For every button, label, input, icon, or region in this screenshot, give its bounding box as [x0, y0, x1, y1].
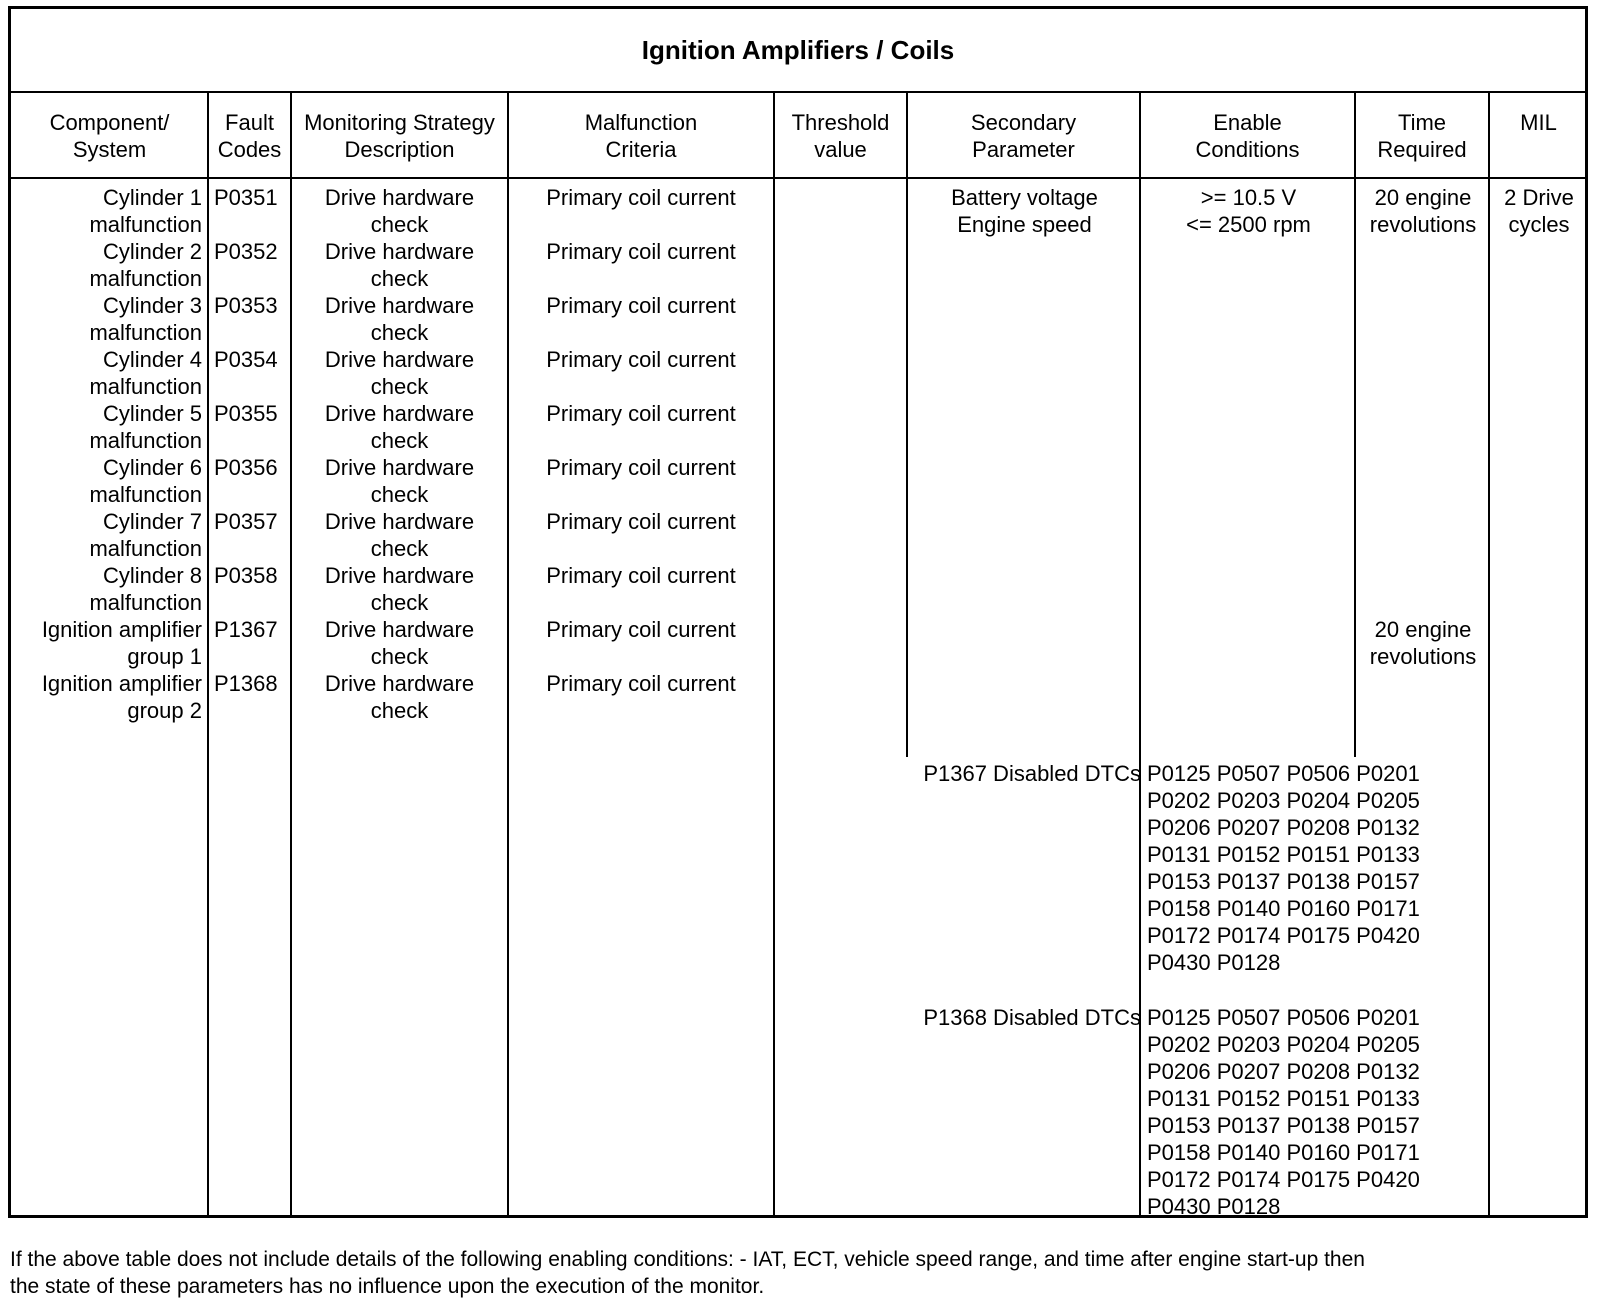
- column-header: Time Required: [1377, 110, 1467, 162]
- component-cell: Ignition amplifier group 1: [41, 617, 202, 669]
- mil-value: 2 Drive cycles: [1504, 185, 1574, 237]
- disabled-dtcs-label-p1368: P1368 Disabled DTCs: [923, 1005, 1141, 1030]
- criteria-cell: Primary coil current: [546, 455, 736, 480]
- ignition-table: [8, 6, 1588, 1218]
- column-divider: [507, 91, 509, 1217]
- component-cell: Cylinder 7 malfunction: [89, 509, 202, 561]
- column-header: Component/ System: [49, 110, 170, 162]
- enable-conditions: >= 10.5 V <= 2500 rpm: [1186, 185, 1311, 237]
- component-cell: Cylinder 8 malfunction: [89, 563, 202, 615]
- fault-code-cell: P0351: [214, 185, 278, 210]
- column-header: Enable Conditions: [1195, 110, 1300, 162]
- disabled-dtcs-list-p1367: P0125 P0507 P0506 P0201 P0202 P0203 P0204 P0205 P0206 P0207 P0208 P0132 P0131 P0152 P0151 P0133 P0153 P0137 P0138 P0157 P0158 P0140 P0160 P0171 P0172 P0174 P0175 P0420 P0430 P0128: [1147, 761, 1420, 975]
- strategy-cell: Drive hardware check: [324, 455, 475, 507]
- table-title: Ignition Amplifiers / Coils: [641, 35, 955, 65]
- column-divider: [207, 91, 209, 1217]
- divider: [11, 177, 1585, 179]
- column-header: Monitoring Strategy Description: [304, 110, 495, 162]
- criteria-cell: Primary coil current: [546, 239, 736, 264]
- fault-code-cell: P0353: [214, 293, 278, 318]
- fault-code-cell: P1368: [214, 671, 278, 696]
- component-cell: Cylinder 4 malfunction: [89, 347, 202, 399]
- strategy-cell: Drive hardware check: [324, 509, 475, 561]
- fault-code-cell: P0354: [214, 347, 278, 372]
- disabled-dtcs-list-p1368: P0125 P0507 P0506 P0201 P0202 P0203 P0204 P0205 P0206 P0207 P0208 P0132 P0131 P0152 P0151 P0133 P0153 P0137 P0138 P0157 P0158 P0140 P0160 P0171 P0172 P0174 P0175 P0420 P0430 P0128: [1147, 1005, 1420, 1219]
- column-header: Malfunction Criteria: [584, 110, 698, 162]
- column-divider: [290, 91, 292, 1217]
- criteria-cell: Primary coil current: [546, 401, 736, 426]
- component-cell: Cylinder 3 malfunction: [89, 293, 202, 345]
- fault-code-cell: P0356: [214, 455, 278, 480]
- column-header: Fault Codes: [217, 110, 282, 162]
- criteria-cell: Primary coil current: [546, 671, 736, 696]
- component-cell: Cylinder 1 malfunction: [89, 185, 202, 237]
- fault-code-cell: P0357: [214, 509, 278, 534]
- time-required: 20 engine revolutions: [1369, 185, 1477, 237]
- criteria-cell: Primary coil current: [546, 617, 736, 642]
- strategy-cell: Drive hardware check: [324, 347, 475, 399]
- strategy-cell: Drive hardware check: [324, 293, 475, 345]
- component-cell: Cylinder 2 malfunction: [89, 239, 202, 291]
- footnote: If the above table does not include details of the following enabling conditions: - IAT, ECT, vehicle speed range, and time after engine start-up then the state of these parameters has no influence upon the execution of the monitor.: [10, 1248, 1365, 1298]
- column-header: Secondary Parameter: [970, 110, 1077, 162]
- column-header: Threshold value: [791, 110, 890, 162]
- fault-code-cell: P0358: [214, 563, 278, 588]
- divider: [11, 91, 1585, 93]
- strategy-cell: Drive hardware check: [324, 617, 475, 669]
- disabled-dtcs-label-p1367: P1367 Disabled DTCs: [923, 761, 1141, 786]
- strategy-cell: Drive hardware check: [324, 563, 475, 615]
- component-cell: Ignition amplifier group 2: [41, 671, 202, 723]
- column-header: MIL: [1520, 110, 1557, 135]
- secondary-parameter: Battery voltage Engine speed: [951, 185, 1098, 237]
- component-cell: Cylinder 6 malfunction: [89, 455, 202, 507]
- criteria-cell: Primary coil current: [546, 293, 736, 318]
- fault-code-cell: P1367: [214, 617, 278, 642]
- criteria-cell: Primary coil current: [546, 563, 736, 588]
- fault-code-cell: P0355: [214, 401, 278, 426]
- column-divider: [1139, 91, 1141, 1217]
- criteria-cell: Primary coil current: [546, 185, 736, 210]
- fault-code-cell: P0352: [214, 239, 278, 264]
- time-required-group: 20 engine revolutions: [1369, 617, 1477, 669]
- strategy-cell: Drive hardware check: [324, 185, 475, 237]
- strategy-cell: Drive hardware check: [324, 671, 475, 723]
- column-divider: [773, 91, 775, 1217]
- component-cell: Cylinder 5 malfunction: [89, 401, 202, 453]
- criteria-cell: Primary coil current: [546, 347, 736, 372]
- strategy-cell: Drive hardware check: [324, 401, 475, 453]
- strategy-cell: Drive hardware check: [324, 239, 475, 291]
- criteria-cell: Primary coil current: [546, 509, 736, 534]
